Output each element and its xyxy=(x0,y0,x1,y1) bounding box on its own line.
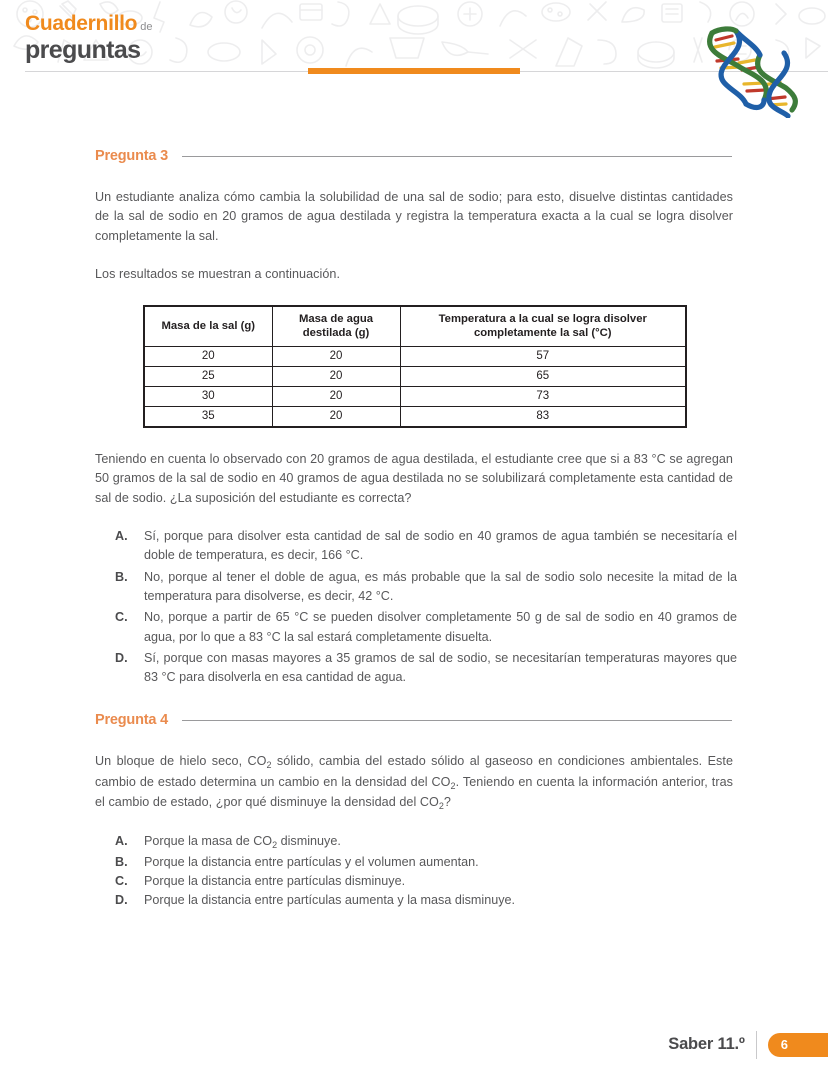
table-row xyxy=(144,347,686,367)
option-c[interactable] xyxy=(115,608,737,647)
brand-title xyxy=(25,13,152,63)
option-a[interactable] xyxy=(115,832,737,852)
page-content xyxy=(0,118,828,911)
footer-inner xyxy=(668,1029,828,1060)
page-header xyxy=(0,0,828,118)
table-cell: 65 xyxy=(400,367,686,387)
brand-title-sub: preguntas xyxy=(25,36,141,64)
table-cell: 20 xyxy=(272,347,400,367)
table-cell: 35 xyxy=(144,407,272,428)
dna-helix-icon xyxy=(686,18,806,118)
footer-exam-label: Saber 11.º xyxy=(668,1035,745,1053)
option-letter: D. xyxy=(115,650,128,665)
option-text: Porque la distancia entre partículas disminuye. xyxy=(144,873,406,888)
header-accent-bar xyxy=(308,68,520,74)
option-d[interactable] xyxy=(115,649,737,688)
table-header-cell: Masa de agua destilada (g) xyxy=(272,306,400,347)
option-letter: A. xyxy=(115,834,128,849)
table-header-cell: Temperatura a la cual se logra disolver completamente la sal (°C) xyxy=(400,306,686,347)
footer-divider xyxy=(756,1031,757,1059)
question-3-paragraph-1: Un estudiante analiza cómo cambia la solubilidad de una sal de sodio; para esto, disuelve distintas cantidades de la sal de sodio en 20 gramos de agua destilada y registra la temperatura exacta a la cual se logra disolver completamente la sal. xyxy=(95,190,733,243)
option-text: Porque la distancia entre partículas aumenta y la masa disminuye. xyxy=(144,893,516,908)
page-number-badge: 6 xyxy=(768,1033,828,1057)
table-cell: 20 xyxy=(272,367,400,387)
option-letter: C. xyxy=(115,610,128,625)
page-footer xyxy=(0,1029,828,1071)
table-cell: 73 xyxy=(400,387,686,407)
table-row xyxy=(144,407,686,428)
question-label-3: Pregunta 3 xyxy=(95,148,168,164)
option-text: No, porque al tener el doble de agua, es más probable que la sal de sodio solo necesite la mitad de la temperatura para disolverse, es decir, 42 °C. xyxy=(144,569,737,603)
option-b[interactable] xyxy=(115,568,737,607)
option-text: Sí, porque con masas mayores a 35 gramos de sal de sodio, se necesitarían temperaturas mayores que 83 °C para disolverla en esa cantidad de agua. xyxy=(144,650,737,685)
table-cell: 30 xyxy=(144,387,272,407)
table-cell: 57 xyxy=(400,347,686,367)
question-3-paragraph-2: Los resultados se muestran a continuación. xyxy=(95,266,341,281)
table-header-cell: Masa de la sal (g) xyxy=(144,306,272,347)
question-rule-3 xyxy=(182,156,732,157)
option-letter: B. xyxy=(115,569,128,584)
question-label-4: Pregunta 4 xyxy=(95,712,168,729)
option-text: No, porque a partir de 65 °C se pueden disolver completamente 50 g de sal de sodio en 40 gramos de agua, por lo que a 83 °C la sal estará completamente disuelta. xyxy=(144,610,737,644)
brand-title-main: Cuadernillo xyxy=(25,12,138,35)
option-text: Porque la distancia entre partículas y el volumen aumentan. xyxy=(144,854,479,869)
option-letter: C. xyxy=(115,873,128,888)
question-heading-3 xyxy=(95,148,732,164)
question-3-stem: Teniendo en cuenta lo observado con 20 gramos de agua destilada, el estudiante cree que si a 83 °C se agregan 50 gramos de la sal de sodio en 40 gramos de agua destilada no se solubilizará completamente esta cantidad de sal de sodio. ¿La suposición del estudiante es correcta? xyxy=(95,452,733,505)
option-b[interactable] xyxy=(115,853,737,872)
table-cell: 20 xyxy=(272,407,400,428)
question-heading-4 xyxy=(95,712,732,728)
table-cell: 20 xyxy=(144,347,272,367)
option-letter: A. xyxy=(115,529,128,544)
option-c[interactable] xyxy=(115,872,737,891)
solubility-table-wrapper xyxy=(143,305,828,428)
table-cell: 20 xyxy=(272,387,400,407)
question-3-options xyxy=(115,527,737,687)
option-a[interactable] xyxy=(115,527,737,566)
solubility-table xyxy=(143,305,687,428)
question-4-options xyxy=(115,832,737,910)
table-row xyxy=(144,387,686,407)
table-header-row xyxy=(144,306,686,347)
option-text: Sí, porque para disolver esta cantidad de sal de sodio en 40 gramos de agua también se necesitaría el doble de temperatura, es decir, 166 °C. xyxy=(144,529,737,563)
option-d[interactable] xyxy=(115,891,737,910)
table-row xyxy=(144,367,686,387)
table-cell: 83 xyxy=(400,407,686,428)
question-rule-4 xyxy=(182,720,732,721)
option-letter: D. xyxy=(115,893,128,908)
question-4-stem: Un bloque de hielo seco, $CO_2$ sólido, cambia del estado sólido al gaseoso en condiciones ambientales. Este cambio de estado determina un cambio en la densidad del $CO_2$. Teniendo en cuenta la información anterior, tras el cambio de estado, ¿por qué disminuye la densidad del $CO_2$? xyxy=(95,754,733,812)
brand-title-de: de xyxy=(140,21,153,33)
option-letter: B. xyxy=(115,854,128,869)
table-cell: 25 xyxy=(144,367,272,387)
option-text: Porque la masa de $CO_2$ disminuye. xyxy=(144,834,341,851)
